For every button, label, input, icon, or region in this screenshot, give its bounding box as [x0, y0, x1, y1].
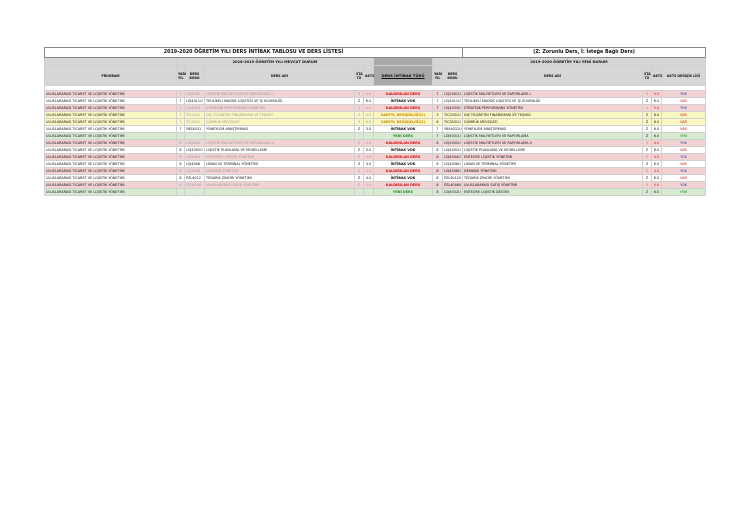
new-statu-cell: Z [643, 112, 652, 119]
table-row [45, 105, 706, 112]
akts-degisikligi-cell: YENİ [662, 133, 706, 140]
new-ders-kodu-cell: LOJ2002U [444, 141, 461, 145]
title-row [45, 48, 706, 58]
program-cell: ULUSLARARASI TİCARET VE LOJİSTİK YÖNETİMİ [45, 119, 177, 126]
new-yariyil-cell: 8 [433, 140, 443, 147]
new-ders-kodu-cell: LOJ2001U [444, 92, 461, 96]
old-ders-kodu-cell: LOJ4002U [186, 148, 203, 152]
intibak-table [44, 47, 706, 196]
old-ders-kodu-cell: LOJ4006 [185, 161, 205, 168]
akts-degisikligi-cell: VAR [662, 126, 706, 133]
akts-degisikligi-cell: YOK [662, 154, 706, 161]
new-ders-adi-cell: GÜMRÜK MEVZUATI [463, 119, 643, 126]
old-ders-adi-cell: STRATEJİK PERFORMANS YÖNETİMİ [205, 105, 355, 112]
old-statu-cell: Z [355, 161, 364, 168]
new-yariyil-cell: 8 [433, 189, 443, 196]
program-cell: ULUSLARARASI TİCARET VE LOJİSTİK YÖNETİMİ [45, 140, 177, 147]
old-ders-adi-cell: LOJİSTİK PLANLAMA VE MODELLEME [205, 147, 355, 154]
akts-degisikligi-cell: YOK [662, 140, 706, 147]
header-statu-new: STA TÜ [643, 66, 652, 86]
header-ders-kodu-new: DERS KODU [443, 66, 463, 86]
old-yariyil-cell: 8 [177, 182, 185, 189]
old-yariyil-cell: 7 [177, 126, 185, 133]
new-ders-adi-cell: TEHLİKELİ MADDE LOJİSTİĞİ VE İŞ GÜVENLİĞİ [463, 98, 643, 105]
new-ders-kodu-cell: LOJ4011U [444, 99, 461, 103]
table-row [45, 154, 706, 161]
old-ders-adi-cell: DIŞ TİCARETİN FİNANSMANI VE TEŞVİKİ [205, 112, 355, 119]
new-ders-adi-cell: LOJİSTİK MALİYETLERİ VE RAPORLAMA [463, 133, 643, 140]
old-akts-cell [364, 133, 374, 140]
old-yariyil-cell: 7 [177, 105, 185, 112]
old-statu-cell: Z [355, 98, 364, 105]
old-akts-cell: 4.0 [364, 119, 374, 126]
new-statu-cell: Z [643, 98, 652, 105]
new-statu-cell: Z [643, 119, 652, 126]
akts-degisikligi-cell: YOK [662, 168, 706, 175]
table-row [45, 168, 706, 175]
old-ders-kodu-cell: PZL4046 [185, 182, 205, 189]
old-ders-kodu-cell: YBS4031 [185, 126, 205, 133]
old-statu-cell [355, 133, 364, 140]
akts-degisikligi-cell: YENİ [662, 189, 706, 196]
old-yariyil-cell [177, 189, 185, 196]
old-akts-cell: 4.0 [364, 112, 374, 119]
document-title: 2019-2020 ÖĞRETİM YILI DERS İNTİBAK TABLOSU VE DERS LİSTESİ [45, 48, 463, 58]
old-yariyil-cell: 7 [177, 91, 185, 98]
akts-degisikligi-cell: VAR [662, 175, 706, 182]
new-yariyil-cell: 8 [433, 147, 443, 154]
new-ders-kodu-cell: LOJ4004U [444, 155, 461, 159]
new-yariyil-cell: 8 [433, 154, 443, 161]
old-ders-kodu-cell: LOJ4002 [185, 140, 205, 147]
new-ders-kodu-cell: YBS4031U [444, 127, 462, 131]
header-statu: STA TÜ [355, 66, 364, 86]
program-cell: ULUSLARARASI TİCARET VE LOJİSTİK YÖNETİMİ [45, 98, 177, 105]
old-akts-cell: 4.0 [364, 154, 374, 161]
intibak-turu-cell: KALDIRILAN DERS [374, 105, 433, 112]
new-yariyil-cell: 7 [433, 91, 443, 98]
program-cell: ULUSLARARASI TİCARET VE LOJİSTİK YÖNETİMİ [45, 189, 177, 196]
program-cell: ULUSLARARASI TİCARET VE LOJİSTİK YÖNETİMİ [45, 182, 177, 189]
new-statu-cell: İ [643, 140, 652, 147]
section-header-row [45, 58, 706, 66]
new-ders-kodu-cell: LOJ4032U [444, 190, 461, 194]
old-yariyil-cell: 7 [177, 119, 185, 126]
intibak-turu-cell: İNTİBAK VOK [374, 126, 433, 133]
table-row [45, 147, 706, 154]
old-ders-adi-cell: ENTEGRE LOJİSTİK YÖNETİMİ [205, 154, 355, 161]
header-akts-new: AKTS [652, 66, 662, 86]
new-ders-kodu-cell: LOJ4031U [444, 134, 461, 138]
new-akts-cell: 6.0 [652, 189, 662, 196]
old-statu-cell: Z [355, 182, 364, 189]
new-yariyil-cell: 7 [433, 126, 443, 133]
new-akts-cell: 6.0 [652, 161, 662, 168]
table-row [45, 175, 706, 182]
table-row [45, 140, 706, 147]
old-akts-cell: 6.0 [364, 98, 374, 105]
new-statu-cell: İ [643, 91, 652, 98]
new-akts-cell: 6.0 [652, 147, 662, 154]
new-akts-cell: 4.0 [652, 91, 662, 98]
new-akts-cell: 6.0 [652, 119, 662, 126]
new-section-title: 2019-2020 ÖĞRETİM YILI YENİ DURUM [433, 58, 706, 66]
new-akts-cell: 6.0 [652, 175, 662, 182]
old-akts-cell [364, 189, 374, 196]
old-akts-cell: 5.0 [364, 147, 374, 154]
old-ders-adi-cell [205, 133, 355, 140]
intibak-turu-cell: KALDIRILAN DERS [374, 91, 433, 98]
program-cell: ULUSLARARASI TİCARET VE LOJİSTİK YÖNETİMİ [45, 105, 177, 112]
old-akts-cell: 3.0 [364, 126, 374, 133]
new-ders-adi-cell: DEMAND YÖNETİMİ [463, 168, 643, 175]
intibak-turu-cell: YENİ DERS [374, 133, 433, 140]
old-yariyil-cell: 7 [177, 98, 185, 105]
old-ders-adi-cell [205, 189, 355, 196]
new-statu-cell: Z [643, 189, 652, 196]
program-cell: ULUSLARARASI TİCARET VE LOJİSTİK YÖNETİMİ [45, 175, 177, 182]
table-row [45, 182, 706, 189]
new-statu-cell: Z [643, 133, 652, 140]
new-ders-kodu-cell: PZL4046U [444, 183, 462, 187]
new-akts-cell: 5.0 [652, 182, 662, 189]
new-ders-kodu-cell: LOJ4002U [444, 148, 461, 152]
new-ders-adi-cell: LOJİSTİK MALİYETLERİ VE RAPORLAMA I [463, 91, 643, 98]
old-akts-cell: 4.0 [364, 91, 374, 98]
program-cell: ULUSLARARASI TİCARET VE LOJİSTİK YÖNETİMİ [45, 154, 177, 161]
new-ders-adi-cell: DIŞ TİCARETİN FİNANSMANI VE TEŞVİKİ [463, 112, 643, 119]
new-ders-kodu-cell: TİC3031U [444, 120, 461, 124]
new-akts-cell: 4.0 [652, 140, 662, 147]
old-akts-cell: 4.0 [364, 105, 374, 112]
header-yariyil: YARI YIL [177, 66, 185, 86]
old-statu-cell: Z [355, 168, 364, 175]
new-akts-cell: 6.0 [652, 126, 662, 133]
old-ders-adi-cell: LOJİSTİK MALİYETLERİ VE RAPORLAMA I [205, 91, 355, 98]
old-ders-kodu-cell: LOJ4004 [185, 154, 205, 161]
intibak-turu-cell: KALDIRILAN DERS [374, 154, 433, 161]
new-statu-cell: İ [643, 154, 652, 161]
old-yariyil-cell: 7 [177, 112, 185, 119]
new-ders-kodu-cell: LOJ4008U [444, 169, 461, 173]
table-row [45, 189, 706, 196]
new-statu-cell: İ [643, 182, 652, 189]
header-ders-kodu: DERS KODU [185, 66, 205, 86]
akts-degisikligi-cell: VAR [662, 112, 706, 119]
new-yariyil-cell: 7 [433, 98, 443, 105]
intibak-turu-cell: İNTİBAK VOK [374, 161, 433, 168]
old-ders-adi-cell: GÜMRÜK MEVZUATI [205, 119, 355, 126]
new-statu-cell: Z [643, 126, 652, 133]
table-row [45, 126, 706, 133]
table-row [45, 161, 706, 168]
old-yariyil-cell: 8 [177, 175, 185, 182]
header-ders-adi-new: DERS ADI [463, 66, 643, 86]
old-ders-kodu-cell [185, 189, 205, 196]
old-statu-cell: Z [355, 105, 364, 112]
old-ders-kodu-cell: LOJ4013 [185, 105, 205, 112]
old-ders-kodu-cell: TİC3031 [185, 119, 205, 126]
old-statu-cell: Z [355, 91, 364, 98]
table-row [45, 98, 706, 105]
program-cell: ULUSLARARASI TİCARET VE LOJİSTİK YÖNETİMİ [45, 161, 177, 168]
intibak-table-sheet [44, 47, 705, 196]
table-row [45, 112, 706, 119]
new-statu-cell: İ [643, 105, 652, 112]
program-cell: ULUSLARARASI TİCARET VE LOJİSTİK YÖNETİMİ [45, 133, 177, 140]
new-akts-cell: 5.0 [652, 105, 662, 112]
new-ders-adi-cell: ENTEGRE LOJİSTİK YÖNETİMİ [463, 154, 643, 161]
old-ders-kodu-cell: LOJ4008 [185, 168, 205, 175]
old-akts-cell: 4.0 [364, 140, 374, 147]
new-statu-cell: Z [643, 161, 652, 168]
header-intibak-turu: DERS İNTİBAK TÜRÜ [374, 66, 433, 86]
old-ders-kodu-cell: TİC2031 [185, 112, 205, 119]
old-statu-cell: Z [355, 126, 364, 133]
intibak-turu-cell: KALDIRILAN DERS [374, 168, 433, 175]
header-yariyil-new: YARI YIL [433, 66, 443, 86]
new-yariyil-cell: 6 [433, 119, 443, 126]
intibak-turu-cell: VARYYL DEĞİŞİKLİĞİ(1) [374, 112, 433, 119]
intibak-turu-cell: İNTİBAK VOK [374, 147, 433, 154]
table-row [45, 133, 706, 140]
old-yariyil-cell: 8 [177, 161, 185, 168]
legend-note: (Z: Zorunlu Ders, İ: İsteğe Bağlı Ders) [463, 48, 706, 58]
program-cell: ULUSLARARASI TİCARET VE LOJİSTİK YÖNETİMİ [45, 126, 177, 133]
header-akts: AKTS [364, 66, 374, 86]
new-ders-kodu-cell: TİC2031U [444, 113, 461, 117]
old-ders-adi-cell: ULUSLARARASI SATIŞ YÖNETİMİ [205, 182, 355, 189]
new-ders-adi-cell: STRATEJİK PERFORMANS YÖNETİMİ [463, 105, 643, 112]
new-statu-cell: Z [643, 175, 652, 182]
old-ders-adi-cell: DEMAND YÖNETİMİ [205, 168, 355, 175]
header-akts-degisikligi: AKTS DEĞİŞİK LİĞİ [662, 66, 706, 86]
old-section-title: 2018-2019 ÖĞRETİM YILI MEVCUT DURUM [177, 58, 374, 66]
old-ders-adi-cell: TEDARİK ZİNCİRİ YÖNETİMİ [205, 175, 355, 182]
new-yariyil-cell: 3 [433, 112, 443, 119]
old-ders-kodu-cell: LOJ4001 [185, 91, 205, 98]
old-ders-kodu-cell [185, 133, 205, 140]
header-program: PROGRAM [45, 66, 177, 86]
table-row [45, 91, 706, 98]
program-section-blank [45, 58, 177, 66]
new-akts-cell: 4.0 [652, 154, 662, 161]
intibak-turu-cell: KALDIRILAN DERS [374, 140, 433, 147]
new-ders-adi-cell: LOJİSTİK PLANLAMA VE MODELLEME [463, 147, 643, 154]
column-header-row [45, 66, 706, 86]
new-akts-cell: 4.0 [652, 168, 662, 175]
old-akts-cell: 4.0 [364, 175, 374, 182]
old-statu-cell: Z [355, 175, 364, 182]
old-yariyil-cell: 8 [177, 140, 185, 147]
old-akts-cell: 3.0 [364, 182, 374, 189]
new-yariyil-cell: 7 [433, 105, 443, 112]
akts-degisikligi-cell: YOK [662, 91, 706, 98]
new-akts-cell: 6.0 [652, 112, 662, 119]
old-yariyil-cell: 8 [177, 147, 185, 154]
new-ders-kodu-cell: PZL4012U [444, 176, 462, 180]
new-ders-adi-cell: ULUSLARARASI SATIŞ YÖNETİMİ [463, 182, 643, 189]
program-cell: ULUSLARARASI TİCARET VE LOJİSTİK YÖNETİMİ [45, 112, 177, 119]
old-statu-cell: Z [355, 140, 364, 147]
program-cell: ULUSLARARASI TİCARET VE LOJİSTİK YÖNETİMİ [45, 168, 177, 175]
old-statu-cell: Z [355, 154, 364, 161]
old-ders-adi-cell: TEHLİKELİ MADDE LOJİSTİĞİ VE İŞ GÜVENLİĞİ [205, 98, 355, 105]
akts-degisikligi-cell: VAR [662, 119, 706, 126]
new-yariyil-cell: 8 [433, 182, 443, 189]
intibak-turu-cell: İNTİBAK VOK [374, 98, 433, 105]
akts-degisikligi-cell: YOK [662, 182, 706, 189]
akts-degisikligi-cell: VAR [662, 98, 706, 105]
old-yariyil-cell: 8 [177, 154, 185, 161]
new-statu-cell: Z [643, 147, 652, 154]
new-ders-kodu-cell: LOJ4006U [444, 162, 461, 166]
new-statu-cell: İ [643, 168, 652, 175]
old-statu-cell: Z [355, 147, 364, 154]
old-akts-cell: 4.0 [364, 168, 374, 175]
new-yariyil-cell: 8 [433, 161, 443, 168]
new-ders-adi-cell: LOJİSTİK MALİYETLERİ VE RAPORLAMA II [463, 140, 643, 147]
intibak-turu-cell: VARYYL DEĞİŞİKLİĞİ(2) [374, 119, 433, 126]
old-ders-kodu-cell: PZL4012 [185, 175, 205, 182]
new-ders-adi-cell: LİMAN VE TERMİNAL YÖNETİMİ [463, 161, 643, 168]
old-akts-cell: 4.0 [364, 161, 374, 168]
program-cell: ULUSLARARASI TİCARET VE LOJİSTİK YÖNETİMİ [45, 91, 177, 98]
old-statu-cell: Z [355, 112, 364, 119]
new-akts-cell: 6.0 [652, 133, 662, 140]
new-yariyil-cell: 7 [433, 133, 443, 140]
intibak-turu-cell: KALDIRILAN DERS [374, 182, 433, 189]
new-yariyil-cell: 8 [433, 168, 443, 175]
old-ders-adi-cell: LOJİSTİK MALİYETLERİ VE RAPORLAMA II [205, 140, 355, 147]
old-yariyil-cell [177, 133, 185, 140]
intibak-turu-cell: YENİ DERS [374, 189, 433, 196]
new-akts-cell: 6.0 [652, 98, 662, 105]
header-ders-adi: DERS ADI [205, 66, 355, 86]
old-ders-adi-cell: YÖNEYLEM ARAŞTIRMASI [205, 126, 355, 133]
new-ders-kodu-cell: LOJ4033U [444, 106, 461, 110]
old-yariyil-cell: 8 [177, 168, 185, 175]
intibak-turu-cell: İNTİBAK VOK [374, 175, 433, 182]
old-ders-kodu-cell: LOJ4011U [186, 99, 203, 103]
akts-degisikligi-cell: VAR [662, 147, 706, 154]
old-ders-adi-cell: LİMAN VE TERMİNAL YÖNETİMİ [205, 161, 355, 168]
new-ders-adi-cell: YÖNEYLEM ARAŞTIRMASI [463, 126, 643, 133]
new-ders-adi-cell: ENTEGRE LOJİSTİK DESTEK [463, 189, 643, 196]
old-statu-cell: Z [355, 119, 364, 126]
new-ders-adi-cell: TEDARİK ZİNCİRİ YÖNETİMİ [463, 175, 643, 182]
intibak-section-blank [374, 58, 433, 66]
old-statu-cell [355, 189, 364, 196]
akts-degisikligi-cell: YOK [662, 105, 706, 112]
program-cell: ULUSLARARASI TİCARET VE LOJİSTİK YÖNETİMİ [45, 147, 177, 154]
table-row [45, 119, 706, 126]
new-yariyil-cell: 8 [433, 175, 443, 182]
akts-degisikligi-cell: VAR [662, 161, 706, 168]
